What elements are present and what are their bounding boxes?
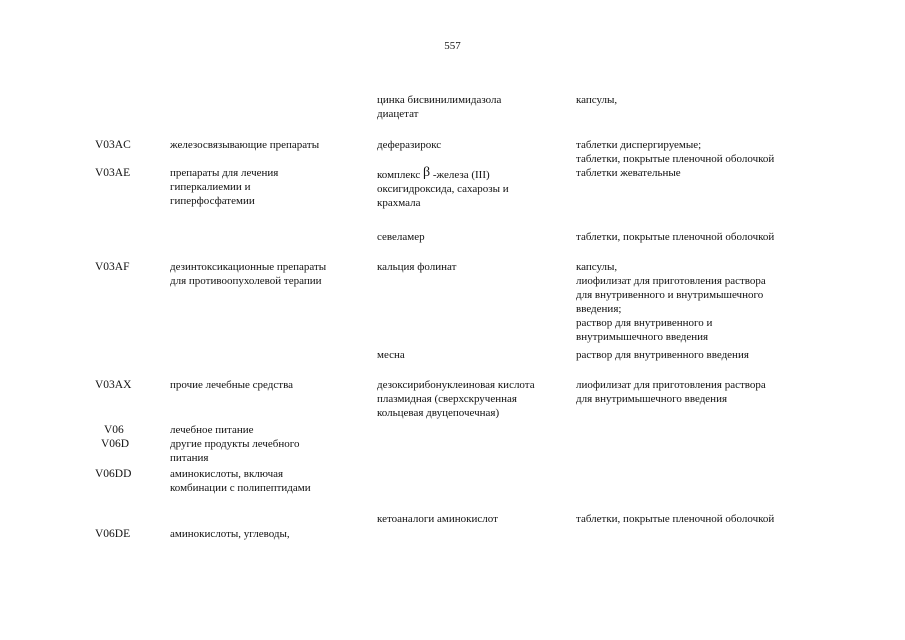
substance-cell [377, 93, 501, 121]
form-cell [576, 230, 774, 244]
form-line: таблетки жевательные [576, 167, 681, 179]
group-name [170, 527, 290, 541]
beta-symbol: β [423, 165, 431, 180]
substance-cell [377, 138, 441, 152]
atc-code: V06DE [95, 528, 131, 540]
substance-line: дезоксирибонуклеиновая кислота [377, 379, 535, 391]
form-cell [576, 512, 774, 526]
form-line: капсулы, [576, 94, 618, 106]
substance-cell [377, 512, 498, 526]
form-line: таблетки, покрытые пленочной оболочкой [576, 231, 775, 243]
atc-code: V03AC [95, 139, 131, 151]
form-line: введения; [576, 303, 622, 315]
substance-line: комплекс β -железа (III) [377, 165, 490, 181]
substance-line: деферазирокс [377, 139, 442, 151]
substance-line: цинка бисвинилимидазола [377, 94, 502, 106]
form-line: таблетки диспергируемые; [576, 139, 702, 151]
group-name [170, 166, 278, 208]
substance-line: плазмидная (сверхскрученная [377, 393, 517, 405]
name-line: для противоопухолевой терапии [170, 275, 322, 287]
substance-line: севеламер [377, 231, 425, 243]
name-line: лечебное питание [170, 424, 254, 436]
substance-cell [377, 260, 456, 274]
substance-line: диацетат [377, 108, 419, 120]
atc-code: V06D [101, 438, 130, 450]
atc-code: V03AF [95, 261, 130, 273]
form-line: для внутривенного и внутримышечного [576, 289, 764, 301]
substance-line: оксигидроксида, сахарозы и [377, 183, 509, 195]
substance-cell [377, 348, 405, 362]
name-line: препараты для лечения [170, 167, 279, 179]
substance-cell [377, 230, 425, 244]
group-name [170, 378, 293, 392]
substance-line: крахмала [377, 197, 421, 209]
form-cell [576, 93, 617, 107]
form-line: таблетки, покрытые пленочной оболочкой [576, 513, 775, 525]
form-line: лиофилизат для приготовления раствора [576, 379, 766, 391]
form-line: капсулы, [576, 261, 618, 273]
substance-cell [377, 165, 509, 210]
substance-line: кальция фолинат [377, 261, 457, 273]
form-line: раствор для внутривенного введения [576, 349, 749, 361]
substance-line: кольцевая двуцепочечная) [377, 407, 500, 419]
form-cell [576, 348, 749, 362]
substance-line: месна [377, 349, 405, 361]
group-name [170, 260, 326, 288]
atc-code: V06 [104, 424, 124, 436]
form-cell [576, 260, 766, 344]
form-line: внутримышечного введения [576, 331, 709, 343]
name-line: дезинтоксикационные препараты [170, 261, 327, 273]
name-line: комбинации с полипептидами [170, 482, 311, 494]
substance-cell [377, 378, 535, 420]
atc-code: V06DD [95, 468, 132, 480]
name-line: питания [170, 452, 209, 464]
form-line: таблетки, покрытые пленочной оболочкой [576, 153, 775, 165]
form-cell [576, 166, 681, 180]
substance-line: кетоаналоги аминокислот [377, 513, 498, 525]
form-line: лиофилизат для приготовления раствора [576, 275, 766, 287]
name-line: аминокислоты, углеводы, [170, 528, 290, 540]
group-name [170, 437, 300, 465]
name-line: гиперкалиемии и [170, 181, 251, 193]
form-line: раствор для внутривенного и [576, 317, 713, 329]
atc-code: V03AE [95, 167, 131, 179]
name-line: прочие лечебные средства [170, 379, 294, 391]
atc-code: V03AX [95, 379, 132, 391]
group-name [170, 423, 254, 437]
name-line: гиперфосфатемии [170, 195, 255, 207]
form-cell [576, 138, 774, 166]
name-line: железосвязывающие препараты [170, 139, 320, 151]
name-line: другие продукты лечебного [170, 438, 300, 450]
name-line: аминокислоты, включая [170, 468, 284, 480]
page-number: 557 [444, 40, 461, 52]
group-name [170, 467, 311, 495]
form-cell [576, 378, 766, 406]
form-line: для внутримышечного введения [576, 393, 728, 405]
group-name [170, 138, 319, 152]
